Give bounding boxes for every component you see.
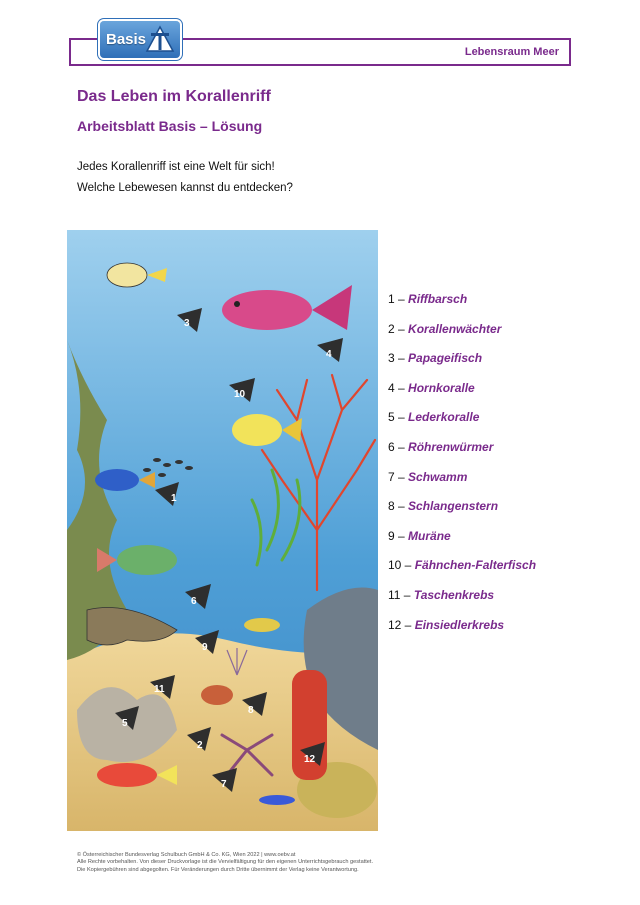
answer-number: 6 – bbox=[388, 439, 405, 454]
answer-name: Röhrenwürmer bbox=[408, 439, 494, 454]
answer-number: 2 – bbox=[388, 321, 405, 336]
svg-text:11: 11 bbox=[154, 684, 165, 695]
answer-name: Muräne bbox=[408, 528, 451, 543]
answer-number: 8 – bbox=[388, 499, 405, 514]
intro-line-2: Welche Lebewesen kannst du entdecken? bbox=[77, 182, 293, 194]
answer-item bbox=[388, 588, 536, 618]
answer-item bbox=[388, 351, 536, 381]
intro-line-1: Jedes Korallenriff ist eine Welt für sich! bbox=[77, 161, 275, 173]
answer-number: 4 – bbox=[388, 380, 405, 395]
svg-text:12: 12 bbox=[304, 754, 316, 765]
answer-number: 11 – bbox=[388, 587, 411, 602]
svg-text:10: 10 bbox=[234, 389, 246, 400]
answer-name: Fähnchen-Falterfisch bbox=[414, 558, 537, 573]
answer-number: 10 – bbox=[388, 558, 412, 573]
svg-text:6: 6 bbox=[191, 596, 197, 607]
answer-name: Hornkoralle bbox=[408, 380, 475, 395]
answer-number: 7 – bbox=[388, 469, 405, 484]
answer-name: Einsiedlerkrebs bbox=[414, 617, 505, 632]
answer-item bbox=[388, 499, 536, 529]
answer-name: Schwamm bbox=[408, 469, 468, 484]
answer-name: Schlangenstern bbox=[408, 499, 499, 514]
answer-number: 5 – bbox=[388, 410, 405, 425]
answer-item bbox=[388, 440, 536, 470]
answer-item bbox=[388, 292, 536, 322]
svg-text:1: 1 bbox=[171, 493, 177, 504]
answer-list bbox=[388, 292, 536, 647]
answer-item bbox=[388, 381, 536, 411]
footer-line-2: Alle Rechte vorbehalten. Von dieser Druckvorlage ist die Vervielfältigung für den eigenen Unterrichtsgebrauch gestattet. bbox=[77, 859, 374, 866]
page-title: Das Leben im Korallenriff bbox=[77, 88, 271, 105]
copyright-footer bbox=[77, 852, 373, 874]
answer-number: 12 – bbox=[388, 617, 412, 632]
answer-item bbox=[388, 618, 536, 648]
svg-text:9: 9 bbox=[202, 642, 208, 653]
svg-text:2: 2 bbox=[197, 740, 203, 751]
svg-text:7: 7 bbox=[221, 779, 227, 790]
answer-name: Riffbarsch bbox=[408, 292, 468, 306]
svg-text:4: 4 bbox=[326, 349, 332, 360]
logo-text: Basis bbox=[106, 31, 147, 48]
footer-line-1: © Österreichischer Bundesverlag Schulbuch GmbH & Co. KG, Wien 2022 | www.oebv.at bbox=[77, 852, 296, 858]
svg-text:5: 5 bbox=[122, 718, 128, 729]
triangle-logo-icon bbox=[145, 25, 175, 53]
answer-number: 1 – bbox=[388, 292, 405, 306]
answer-name: Lederkoralle bbox=[408, 410, 480, 425]
answer-item bbox=[388, 529, 536, 559]
answer-item bbox=[388, 470, 536, 500]
answer-item bbox=[388, 410, 536, 440]
answer-item bbox=[388, 322, 536, 352]
crab bbox=[201, 685, 233, 705]
answer-number: 3 – bbox=[388, 351, 405, 366]
page-subtitle: Arbeitsblatt Basis – Lösung bbox=[77, 118, 263, 134]
nudibranch bbox=[259, 795, 295, 805]
answer-name: Papageifisch bbox=[408, 351, 483, 366]
svg-text:3: 3 bbox=[184, 318, 190, 329]
answer-name: Taschenkrebs bbox=[413, 587, 495, 602]
goby-fish bbox=[244, 618, 280, 632]
answer-number: 9 – bbox=[388, 528, 405, 543]
basis-logo bbox=[100, 21, 180, 58]
coral-reef-illustration bbox=[67, 230, 378, 831]
section-title: Lebensraum Meer bbox=[464, 46, 559, 58]
answer-name: Korallenwächter bbox=[408, 321, 502, 336]
answer-item bbox=[388, 558, 536, 588]
svg-text:8: 8 bbox=[248, 705, 254, 716]
footer-line-3: Die Kopiergebühren sind abgegolten. Für Veränderungen durch Dritte übernimmt der Verlag keine Verantwortung. bbox=[77, 866, 359, 873]
